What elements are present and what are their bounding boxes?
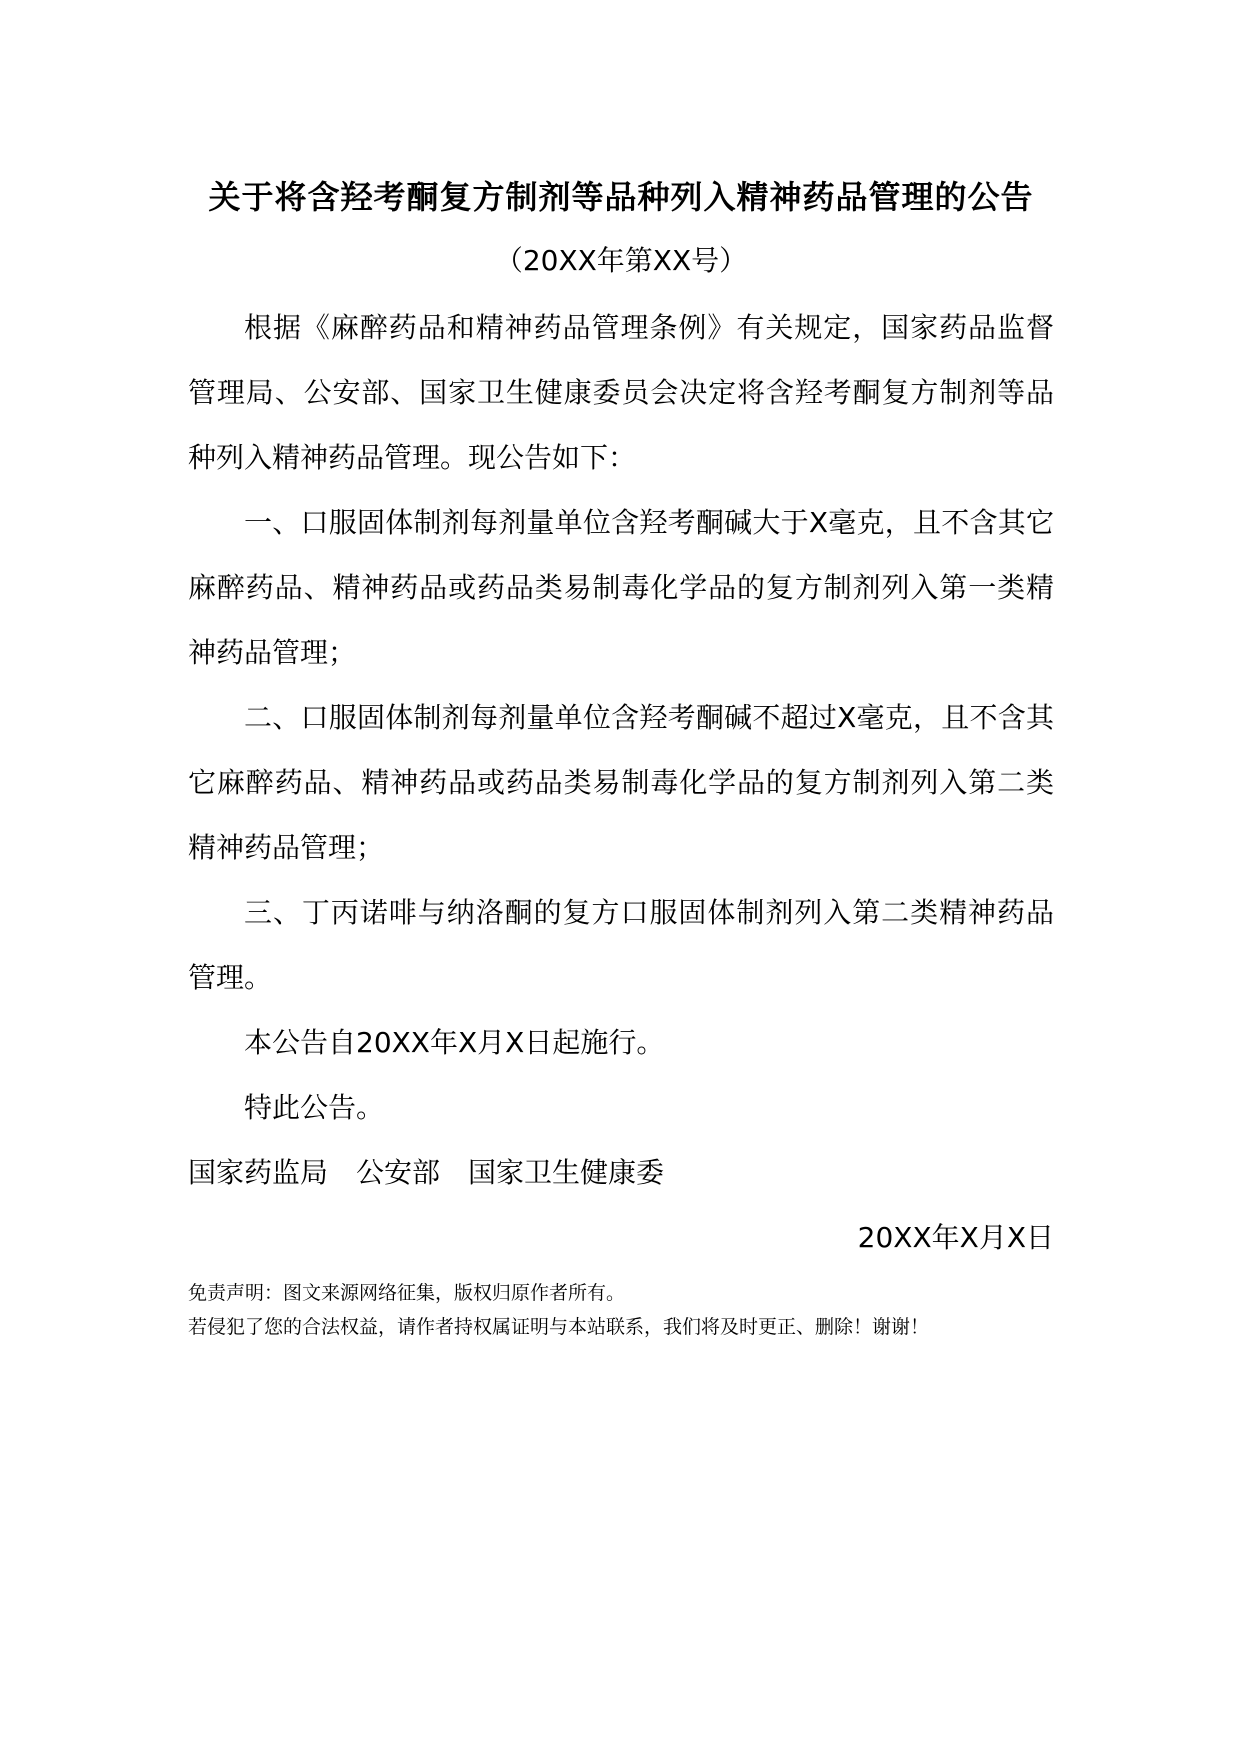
document-title: 关于将含羟考酮复方制剂等品种列入精神药品管理的公告 — [208, 178, 1034, 216]
signature-date: 20XX年X月X日 — [857, 1221, 1054, 1254]
closing-paragraph: 特此公告。 — [244, 1091, 385, 1124]
issuing-agencies: 国家药监局 公安部 国家卫生健康委 — [188, 1156, 665, 1189]
item-1-paragraph: 一、口服固体制剂每剂量单位含羟考酮碱大于X毫克，且不含其它麻醉药品、精神药品或药品类易制毒化学品的复方制剂列入第一类精神药品管理； — [188, 506, 1054, 669]
document-number: （20XX年第XX号） — [494, 244, 748, 277]
disclaimer — [188, 1276, 1054, 1344]
disclaimer-line-1: 免责声明：图文来源网络征集，版权归原作者所有。 — [188, 1282, 626, 1304]
document-content — [188, 165, 1054, 1344]
effective-date-paragraph: 本公告自20XX年X月X日起施行。 — [244, 1026, 665, 1059]
intro-paragraph: 根据《麻醉药品和精神药品管理条例》有关规定，国家药品监督管理局、公安部、国家卫生健康委员会决定将含羟考酮复方制剂等品种列入精神药品管理。现公告如下： — [188, 311, 1054, 474]
disclaimer-line-2: 若侵犯了您的合法权益，请作者持权属证明与本站联系，我们将及时更正、删除！谢谢！ — [188, 1316, 930, 1338]
item-3-paragraph: 三、丁丙诺啡与纳洛酮的复方口服固体制剂列入第二类精神药品管理。 — [188, 896, 1054, 994]
item-2-paragraph: 二、口服固体制剂每剂量单位含羟考酮碱不超过X毫克，且不含其它麻醉药品、精神药品或药品类易制毒化学品的复方制剂列入第二类精神药品管理； — [188, 701, 1054, 864]
